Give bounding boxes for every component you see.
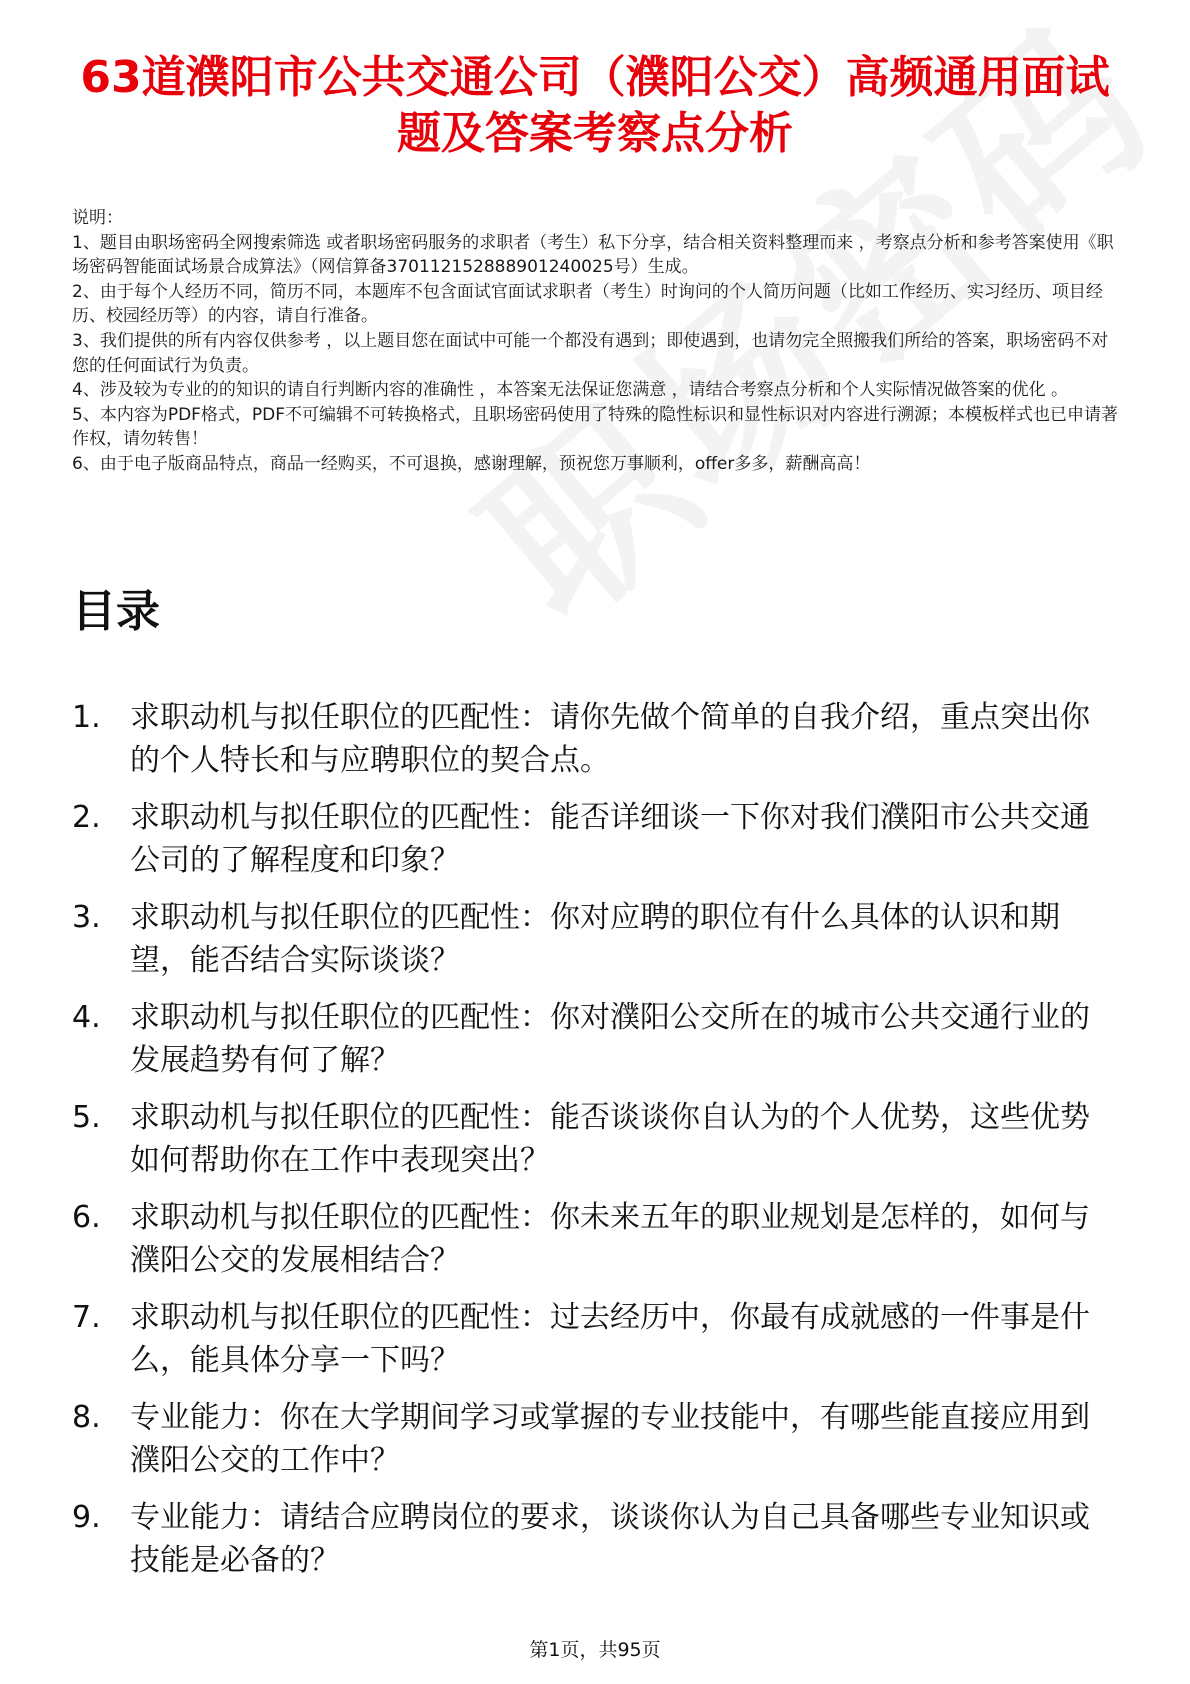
notes-section [72, 206, 1124, 477]
toc-item-text[interactable]: 求职动机与拟任职位的匹配性：你对应聘的职位有什么具体的认识和期望，能否结合实际谈谈？ [130, 900, 1060, 978]
toc-item-text[interactable]: 求职动机与拟任职位的匹配性：请你先做个简单的自我介绍，重点突出你的个人特长和与应聘职位的契合点。 [130, 700, 1090, 778]
toc-item-number: 7. [72, 1300, 101, 1335]
toc-heading: 目录 [72, 586, 160, 637]
toc-item-text[interactable]: 求职动机与拟任职位的匹配性：能否详细谈一下你对我们濮阳市公共交通公司的了解程度和印象？ [130, 800, 1090, 878]
note-item: 6、由于电子版商品特点，商品一经购买，不可退换，感谢理解，预祝您万事顺利，offer多多，薪酬高高！ [72, 453, 871, 474]
note-item: 5、本内容为PDF格式，PDF不可编辑不可转换格式，且职场密码使用了特殊的隐性标识和显性标识对内容进行溯源；本模板样式也已申请著作权，请勿转售！ [72, 404, 1119, 450]
toc-item-number: 6. [72, 1200, 101, 1235]
toc-item-text[interactable]: 专业能力：你在大学期间学习或掌握的专业技能中，有哪些能直接应用到濮阳公交的工作中？ [130, 1400, 1090, 1478]
toc-item-number: 5. [72, 1100, 101, 1135]
toc-item[interactable] [72, 1096, 1132, 1196]
toc-item[interactable] [72, 796, 1132, 896]
note-item: 1、题目由职场密码全网搜索筛选 或者职场密码服务的求职者（考生）私下分享，结合相关资料整理而来 ，考察点分析和参考答案使用《职场密码智能面试场景合成算法》（网信算备370112152888901240025号）生成。 [72, 232, 1114, 278]
toc-item-number: 1. [72, 700, 101, 735]
toc-item[interactable] [72, 996, 1132, 1096]
toc-item-text[interactable]: 求职动机与拟任职位的匹配性：能否谈谈你自认为的个人优势，这些优势如何帮助你在工作中表现突出？ [130, 1100, 1090, 1178]
toc-item-text[interactable]: 求职动机与拟任职位的匹配性：你对濮阳公交所在的城市公共交通行业的发展趋势有何了解？ [130, 1000, 1090, 1078]
toc-item-text[interactable]: 专业能力：请结合应聘岗位的要求，谈谈你认为自己具备哪些专业知识或技能是必备的？ [130, 1500, 1090, 1578]
toc-item[interactable] [72, 1196, 1132, 1296]
toc-item-text[interactable]: 求职动机与拟任职位的匹配性：你未来五年的职业规划是怎样的，如何与濮阳公交的发展相结合？ [130, 1200, 1090, 1278]
toc-item-number: 3. [72, 900, 101, 935]
toc-item[interactable] [72, 696, 1132, 796]
document-title: 63道濮阳市公共交通公司（濮阳公交）高频通用面试题及答案考察点分析 [80, 52, 1110, 159]
toc-item[interactable] [72, 1296, 1132, 1396]
toc-item-number: 4. [72, 1000, 101, 1035]
toc-item-text[interactable]: 求职动机与拟任职位的匹配性：过去经历中，你最有成就感的一件事是什么，能具体分享一下吗？ [130, 1300, 1090, 1378]
toc-item[interactable] [72, 1396, 1132, 1496]
note-item: 3、我们提供的所有内容仅供参考 ，以上题目您在面试中可能一个都没有遇到；即使遇到，也请勿完全照搬我们所给的答案，职场密码不对您的任何面试行为负责。 [72, 330, 1109, 376]
toc-item-number: 8. [72, 1400, 101, 1435]
toc-item[interactable] [72, 1496, 1132, 1596]
note-item: 4、涉及较为专业的的知识的请自行判断内容的准确性 ，本答案无法保证您满意 ，请结合考察点分析和个人实际情况做答案的优化 。 [72, 380, 1069, 401]
toc-list [72, 696, 1132, 1596]
page-footer: 第1页，共95页 [529, 1639, 661, 1661]
notes-heading: 说明： [72, 208, 123, 228]
toc-item-number: 2. [72, 800, 101, 835]
toc-item-number: 9. [72, 1500, 101, 1535]
toc-item[interactable] [72, 896, 1132, 996]
note-item: 2、由于每个人经历不同，简历不同，本题库不包含面试官面试求职者（考生）时询问的个人简历问题（比如工作经历、实习经历、项目经历、校园经历等）的内容，请自行准备。 [72, 281, 1103, 327]
